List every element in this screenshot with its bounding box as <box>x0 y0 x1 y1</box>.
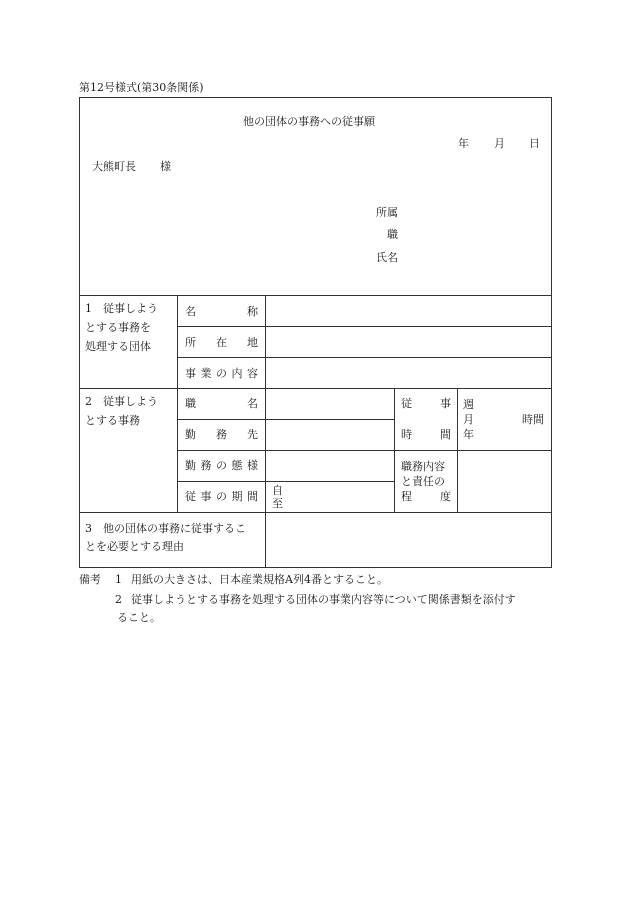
section2-heading: 2 従事しよう とする事務 <box>85 395 158 427</box>
duties-label-line1: 職務内容 <box>401 460 445 473</box>
note-1-text: 用紙の大きさは、日本産業規格A列4番とすること。 <box>131 573 388 586</box>
working-time-hours: 時間 <box>522 413 544 426</box>
addressee-suffix: 様 <box>160 160 171 173</box>
note-2-text-continued: ること。 <box>117 611 161 624</box>
field-label-location: 所 在 地 <box>185 336 258 349</box>
period-from: 自 <box>272 484 283 497</box>
section1-heading: 1 従事しよう とする事務を 処理する団体 <box>85 302 158 353</box>
working-time-label-1: 従 事 <box>401 397 451 410</box>
date-year[interactable]: 年 <box>458 137 469 150</box>
applicant-affiliation-label: 所属 <box>376 206 398 219</box>
field-label-period: 従 事 の 期 間 <box>185 490 258 503</box>
field-label-name: 名 称 <box>185 305 258 318</box>
form-number: 第12号様式(第30条関係) <box>79 81 204 94</box>
notes-label: 備考 <box>79 573 101 586</box>
section3-heading: 3 他の団体の事務に従事するこ とを必要とする理由 <box>85 522 246 553</box>
working-time-week: 週 <box>463 398 474 411</box>
applicant-name-label: 氏名 <box>376 251 398 264</box>
field-label-business: 事 業 の 内 容 <box>185 367 258 380</box>
working-time-label-2: 時 間 <box>401 428 451 441</box>
note-2-number: 2 <box>115 593 122 606</box>
period-to: 至 <box>272 497 283 510</box>
date-month[interactable]: 月 <box>494 137 505 150</box>
addressee: 大熊町長 <box>92 160 136 173</box>
note-2-text: 従事しようとする事務を処理する団体の事業内容等について関係書類を添付す <box>131 593 516 606</box>
applicant-position-label: 職 <box>387 228 398 241</box>
date-day[interactable]: 日 <box>529 137 540 150</box>
working-time-year: 年 <box>463 428 474 441</box>
working-time-month: 月 <box>463 413 474 426</box>
form-title: 他の団体の事務への従事願 <box>243 115 375 128</box>
field-label-position: 職 名 <box>185 397 258 410</box>
field-label-work-mode: 勤 務 の 態 様 <box>185 459 258 472</box>
note-1-number: 1 <box>115 573 122 586</box>
field-label-workplace: 勤 務 先 <box>185 428 258 441</box>
duties-label-line2: と責任の <box>401 475 445 488</box>
duties-label-line3: 程 度 <box>401 490 451 503</box>
